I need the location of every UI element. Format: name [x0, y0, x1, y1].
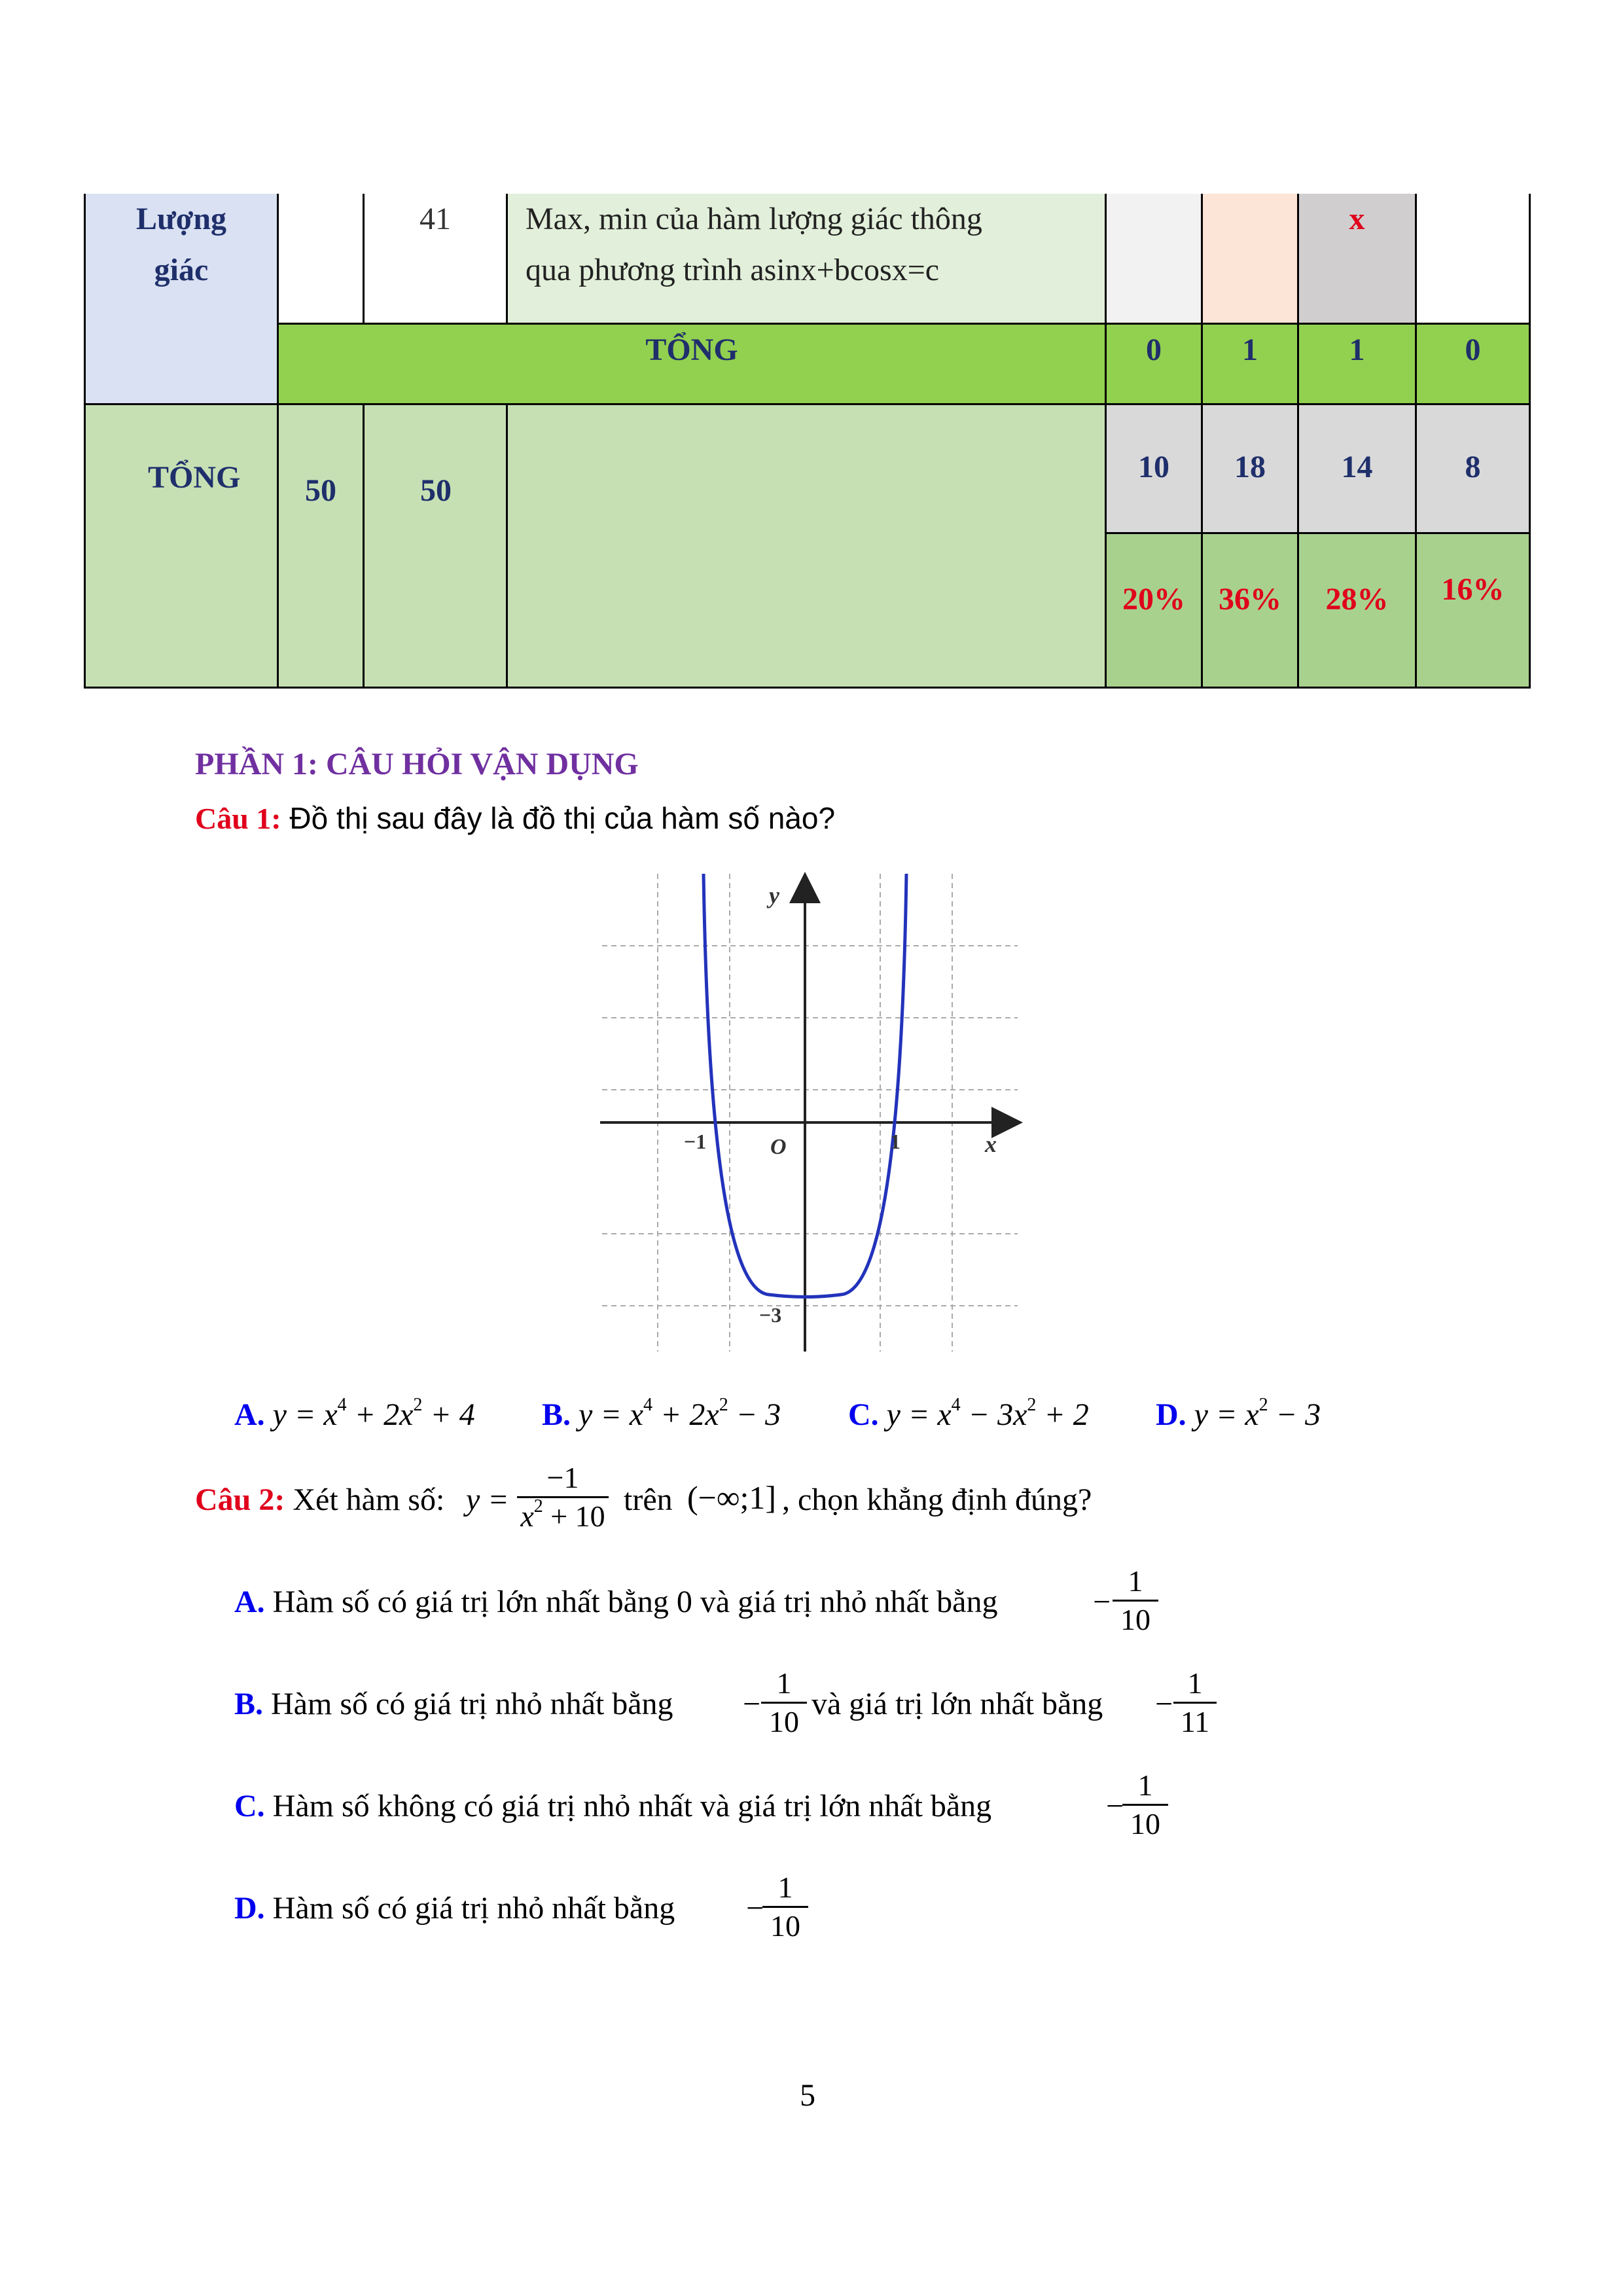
total-col3-cell	[363, 403, 508, 689]
q1-option-c-formula: $y = x^4 - 3x^2 + 2$	[886, 1395, 1089, 1432]
total-col2-cell	[277, 403, 365, 689]
row41-mark: x	[1297, 194, 1417, 325]
topic-line-2: giác	[154, 253, 209, 287]
graph-tick-neg3: −3	[759, 1303, 782, 1327]
q1-option-d[interactable]	[1156, 1395, 1321, 1435]
q2-y-eq: y =	[466, 1482, 509, 1517]
q2-option-b-text: Hàm số có giá trị nhỏ nhất bằng	[271, 1687, 673, 1721]
q2-option-c-label: C.	[234, 1789, 265, 1823]
row41-number: 41	[363, 194, 508, 325]
subtotal-value-2: 1	[1201, 323, 1299, 405]
q2-option-a-fraction: $\frac{1}{10}$	[1113, 1563, 1158, 1638]
q2-intro-line	[195, 1480, 444, 1520]
total-percent-2: 36%	[1201, 532, 1299, 689]
graph-tick-1: 1	[890, 1130, 901, 1153]
q2-option-b[interactable]	[234, 1685, 673, 1724]
q2-option-b-minus: −	[743, 1687, 761, 1721]
q1-option-b-formula: $y = x^4 + 2x^2 - 3$	[579, 1395, 781, 1432]
q2-option-a-label: A.	[234, 1585, 265, 1619]
total-label: TỔNG	[148, 460, 241, 495]
total-count-3: 14	[1297, 403, 1417, 534]
total-percent-1: 20%	[1105, 532, 1203, 689]
q2-option-c[interactable]	[234, 1787, 991, 1826]
q2-option-d-minus: −	[746, 1891, 764, 1926]
q1-graph	[592, 870, 1031, 1355]
q1-option-a-label: A.	[234, 1397, 265, 1432]
row41-col-d	[1415, 194, 1531, 325]
row41-col-a	[1105, 194, 1203, 325]
q2-option-c-fraction: $\frac{1}{10}$	[1122, 1767, 1168, 1842]
q2-tail: , chọn khẳng định đúng?	[782, 1482, 1092, 1517]
graph-origin-label: O	[770, 1135, 787, 1159]
q2-option-d-label: D.	[234, 1891, 265, 1926]
topic-cell	[84, 194, 279, 405]
row41-content-line-1: Max, min của hàm lượng giác thông	[526, 202, 982, 236]
graph-tick-neg1: −1	[684, 1130, 707, 1153]
q2-option-b-fraction-1: $\frac{1}{10}$	[761, 1665, 807, 1740]
q2-domain-word: trên	[624, 1482, 673, 1517]
subtotal-value-4: 0	[1415, 323, 1531, 405]
q2-option-b-label: B.	[234, 1687, 264, 1721]
q1-text: Đồ thị sau đây là đồ thị của hàm số nào?	[289, 801, 836, 835]
total-label-cell	[84, 403, 279, 689]
q2-frac-den: $x^2 + 10$	[520, 1496, 605, 1533]
q1-option-b-label: B.	[542, 1397, 571, 1432]
q1-label: Câu 1:	[195, 802, 281, 835]
q1-option-c[interactable]	[848, 1395, 1089, 1435]
q2-option-a-text: Hàm số có giá trị lớn nhất bằng 0 và giá trị nhỏ nhất bằng	[272, 1585, 998, 1619]
q2-option-b-text2: và giá trị lớn nhất bằng	[812, 1687, 1103, 1721]
row41-content-line-2: qua phương trình asinx+bcosx=c	[526, 253, 940, 287]
q2-option-c-text: Hàm số không có giá trị nhỏ nhất và giá trị lớn nhất bằng	[272, 1789, 992, 1823]
q2-option-d[interactable]	[234, 1889, 675, 1928]
q1-option-d-label: D.	[1156, 1397, 1186, 1432]
topic-line-1: Lượng	[135, 202, 227, 236]
q2-option-b-minus2: −	[1155, 1687, 1173, 1721]
total-percent-4: 16%	[1415, 532, 1531, 689]
row41-col-b	[1201, 194, 1299, 325]
section-title: PHẦN 1: CÂU HỎI VẬN DỤNG	[195, 747, 639, 781]
q2-function-fraction	[517, 1460, 609, 1535]
total-count-2: 18	[1201, 403, 1299, 534]
q2-option-a[interactable]	[234, 1583, 997, 1622]
graph-x-label: x	[985, 1131, 997, 1157]
total-col3: 50	[420, 473, 452, 508]
total-count-4: 8	[1415, 403, 1531, 534]
subtotal-value-3: 1	[1297, 323, 1417, 405]
total-col2: 50	[305, 473, 336, 508]
graph-grid	[602, 874, 1018, 1352]
q1-option-b[interactable]	[542, 1395, 781, 1435]
total-count-1: 10	[1105, 403, 1203, 534]
subtotal-label: TỔNG	[277, 323, 1107, 405]
total-content-cell	[506, 403, 1107, 689]
page-number: 5	[800, 2078, 815, 2113]
total-percent-3: 28%	[1297, 532, 1417, 689]
subtotal-value-1: 0	[1105, 323, 1203, 405]
graph-y-label: y	[769, 882, 779, 908]
q1-option-a[interactable]	[234, 1395, 475, 1435]
q2-interval: (−∞;1]	[687, 1479, 777, 1516]
q2-option-c-minus: −	[1106, 1789, 1124, 1823]
q1-option-a-formula: $y = x^4 + 2x^2 + 4$	[272, 1395, 475, 1432]
q2-option-d-fraction: $\frac{1}{10}$	[762, 1869, 808, 1945]
question-1	[195, 798, 835, 838]
q2-intro: Xét hàm số:	[293, 1482, 445, 1517]
q2-option-d-text: Hàm số có giá trị nhỏ nhất bằng	[272, 1891, 675, 1926]
q2-frac-num: −1	[517, 1460, 609, 1498]
q2-option-a-minus: −	[1093, 1585, 1111, 1619]
row41-content	[506, 194, 1107, 325]
q1-option-c-label: C.	[848, 1397, 879, 1432]
q2-label: Câu 2:	[195, 1482, 285, 1517]
q1-option-d-formula: $y = x^2 - 3$	[1194, 1395, 1321, 1432]
row41-blank	[277, 194, 365, 325]
q2-option-b-fraction-2: $\frac{1}{11}$	[1173, 1665, 1217, 1740]
